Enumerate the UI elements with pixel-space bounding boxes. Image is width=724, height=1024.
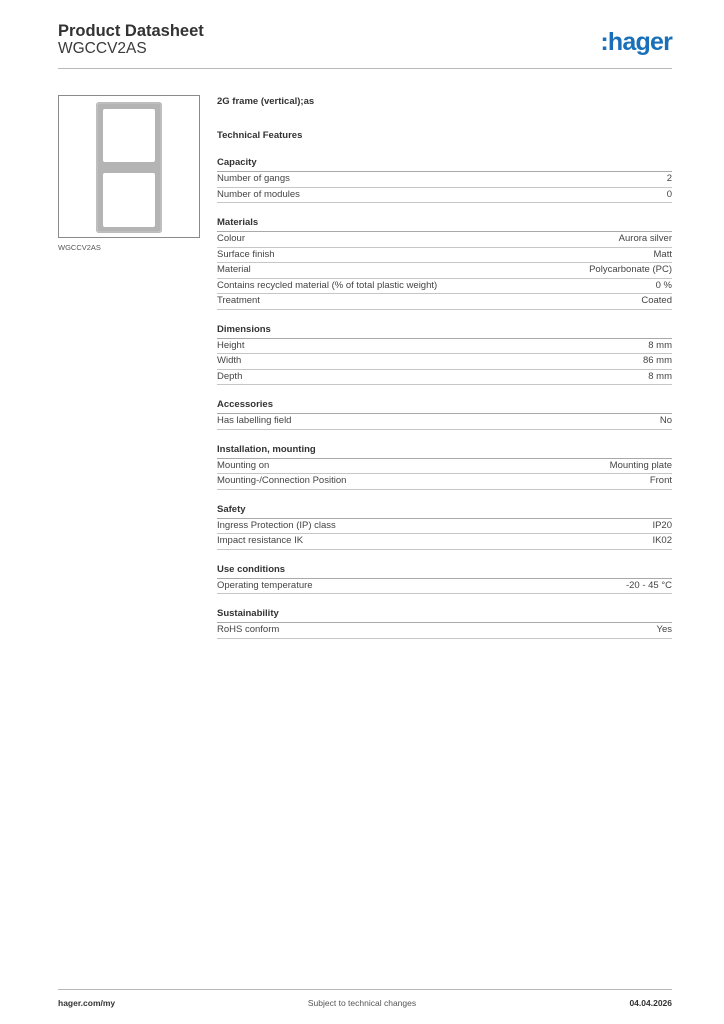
spec-label: Material bbox=[217, 264, 251, 275]
footer-date: 04.04.2026 bbox=[629, 998, 672, 1008]
footer-website[interactable]: hager.com/my bbox=[58, 998, 116, 1008]
spec-label: Width bbox=[217, 355, 242, 366]
spec-value: 8 mm bbox=[648, 339, 672, 351]
spec-row bbox=[217, 623, 672, 639]
section-title: Sustainability bbox=[217, 608, 672, 623]
spec-value: IK02 bbox=[652, 535, 672, 546]
frame-illustration bbox=[95, 101, 163, 234]
spec-row bbox=[217, 248, 672, 264]
spec-label: Mounting on bbox=[217, 459, 270, 471]
spec-value: -20 - 45 °C bbox=[625, 579, 672, 591]
spec-value: Polycarbonate (PC) bbox=[589, 264, 672, 275]
spec-label: Colour bbox=[217, 233, 245, 244]
spec-label: Height bbox=[217, 339, 245, 351]
spec-row bbox=[217, 370, 672, 386]
datasheet-content bbox=[217, 96, 672, 639]
feature-section bbox=[217, 504, 672, 550]
feature-section bbox=[217, 444, 672, 490]
spec-value: Yes bbox=[656, 624, 672, 635]
section-title: Dimensions bbox=[217, 324, 672, 339]
spec-label: Mounting-/Connection Position bbox=[217, 475, 347, 486]
spec-value: IP20 bbox=[652, 519, 672, 531]
footer-divider bbox=[58, 989, 672, 990]
frame-aperture-bottom bbox=[103, 173, 155, 227]
section-title: Materials bbox=[217, 217, 672, 232]
spec-value: Mounting plate bbox=[609, 459, 672, 471]
spec-row bbox=[217, 339, 672, 355]
section-title: Use conditions bbox=[217, 564, 672, 579]
spec-value: 2 bbox=[666, 173, 672, 184]
spec-row bbox=[217, 534, 672, 550]
spec-label: Depth bbox=[217, 370, 243, 382]
section-title: Accessories bbox=[217, 399, 672, 414]
spec-row bbox=[217, 354, 672, 370]
page-title: Product Datasheet bbox=[58, 22, 204, 40]
spec-row bbox=[217, 172, 672, 188]
spec-value: Aurora silver bbox=[618, 233, 672, 244]
spec-label: Ingress Protection (IP) class bbox=[217, 519, 336, 531]
feature-sections bbox=[217, 157, 672, 639]
header-divider bbox=[58, 68, 672, 69]
spec-label: Operating temperature bbox=[217, 579, 313, 591]
product-name: 2G frame (vertical);as bbox=[217, 96, 315, 107]
spec-row bbox=[217, 188, 672, 204]
spec-row bbox=[217, 263, 672, 279]
spec-label: Impact resistance IK bbox=[217, 535, 304, 546]
feature-section bbox=[217, 157, 672, 203]
section-title: Safety bbox=[217, 504, 672, 519]
spec-value: 86 mm bbox=[642, 355, 672, 366]
spec-label: Contains recycled material (% of total plastic weight) bbox=[217, 279, 438, 291]
spec-label: Number of gangs bbox=[217, 173, 290, 184]
spec-label: Treatment bbox=[217, 295, 260, 306]
spec-value: Front bbox=[649, 475, 672, 486]
feature-section bbox=[217, 399, 672, 430]
spec-label: RoHS conform bbox=[217, 624, 280, 635]
spec-value: 0 % bbox=[655, 279, 672, 291]
image-caption: WGCCV2AS bbox=[58, 243, 101, 252]
spec-row bbox=[217, 519, 672, 535]
feature-section bbox=[217, 564, 672, 595]
spec-label: Surface finish bbox=[217, 248, 275, 260]
spec-row bbox=[217, 232, 672, 248]
spec-label: Has labelling field bbox=[217, 415, 292, 426]
spec-value: No bbox=[659, 415, 672, 426]
hager-logo: :hager bbox=[600, 28, 672, 56]
technical-features-title: Technical Features bbox=[217, 130, 303, 141]
footer-disclaimer: Subject to technical changes bbox=[307, 998, 417, 1008]
feature-section bbox=[217, 217, 672, 310]
section-title: Capacity bbox=[217, 157, 672, 172]
spec-row bbox=[217, 474, 672, 490]
spec-value: Coated bbox=[641, 295, 672, 306]
spec-value: 0 bbox=[666, 188, 672, 200]
product-reference: WGCCV2AS bbox=[58, 40, 147, 57]
frame-aperture-top bbox=[103, 109, 155, 162]
section-title: Installation, mounting bbox=[217, 444, 672, 459]
spec-row bbox=[217, 414, 672, 430]
spec-row bbox=[217, 579, 672, 595]
product-image bbox=[58, 95, 200, 238]
spec-row bbox=[217, 459, 672, 475]
spec-value: 8 mm bbox=[648, 370, 672, 382]
feature-section bbox=[217, 608, 672, 639]
feature-section bbox=[217, 324, 672, 386]
spec-label: Number of modules bbox=[217, 188, 300, 200]
spec-row bbox=[217, 279, 672, 295]
spec-row bbox=[217, 294, 672, 310]
spec-value: Matt bbox=[653, 248, 672, 260]
